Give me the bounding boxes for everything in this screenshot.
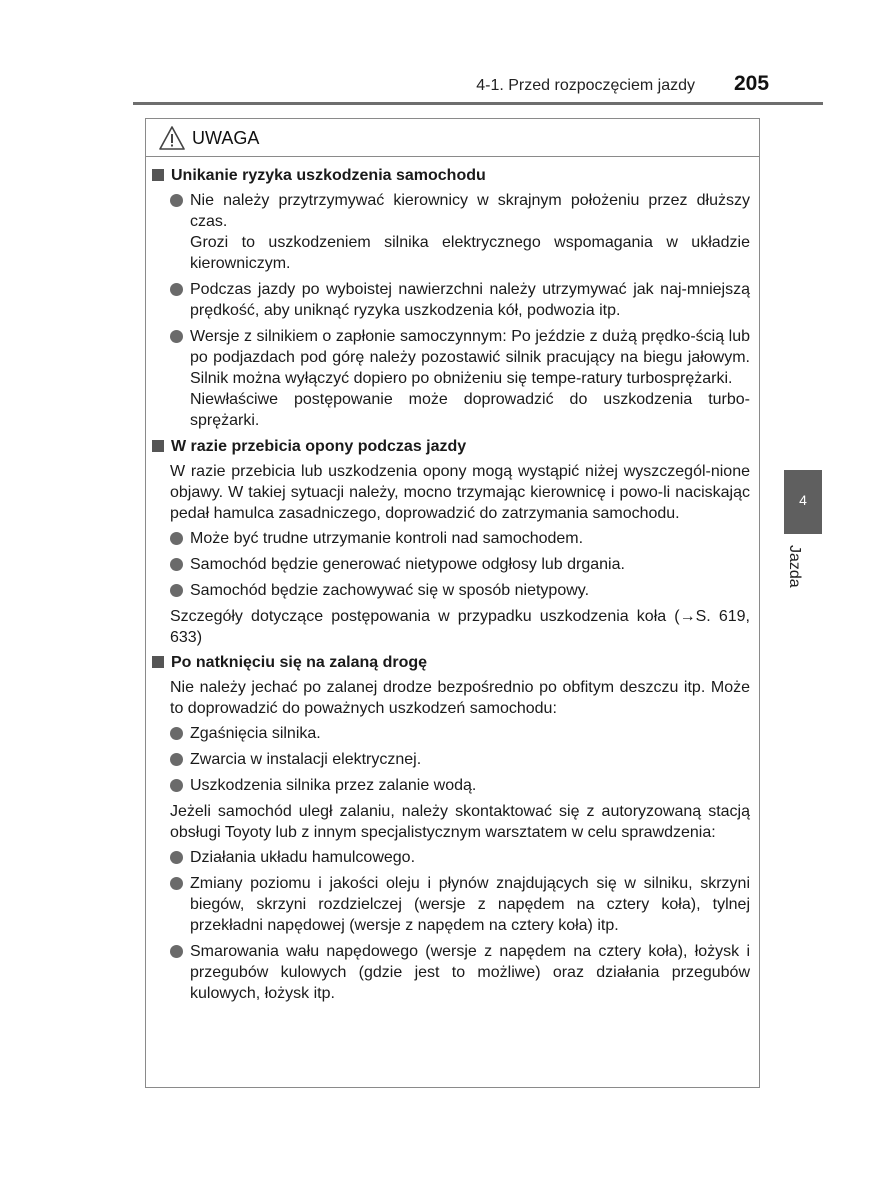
- list-item-text: Może być trudne utrzymanie kontroli nad samochodem.: [190, 530, 584, 547]
- square-bullet-icon: [152, 440, 164, 452]
- list-item-text: Uszkodzenia silnika przez zalanie wodą.: [190, 777, 477, 794]
- round-bullet-icon: [170, 753, 183, 766]
- list-item-note: Grozi to uszkodzeniem silnika elektrycznego wspomagania w układzie kierowniczym.: [190, 234, 750, 272]
- round-bullet-icon: [170, 877, 183, 890]
- section-heading-text: W razie przebicia opony podczas jazdy: [171, 438, 467, 455]
- chapter-number: 4: [799, 492, 807, 508]
- warning-title-row: [146, 119, 759, 157]
- list-item: [170, 580, 750, 601]
- list-item-text: Wersje z silnikiem o zapłonie samoczynnym: Po jeździe z dużą prędko-ścią lub po podjazdach pod górę należy pozostawić silnik pracujący na biegu jałowym. Silnik można wyłączyć dopiero po obniżeniu się tempe-ratury turbosprężarki.: [190, 328, 750, 387]
- paragraph: Nie należy jechać po zalanej drodze bezpośrednio po obfitym deszczu itp. Może to doprowadzić do poważnych uszkodzeń samochodu:: [170, 679, 750, 717]
- list-item-text: Zmiany poziomu i jakości oleju i płynów znajdujących się w silniku, skrzyni biegów, skrzyni rozdzielczej (wersje z napędem na cztery koła), tylnej przekładni napędowej (wersje z napędem na cztery koła) itp.: [190, 875, 750, 934]
- round-bullet-icon: [170, 584, 183, 597]
- round-bullet-icon: [170, 779, 183, 792]
- round-bullet-icon: [170, 194, 183, 207]
- round-bullet-icon: [170, 945, 183, 958]
- list-item-text: Smarowania wału napędowego (wersje z napędem na cztery koła), łożysk i przegubów kulowych (gdzie jest to możliwe) oraz działania przegubów kulowych, łożysk itp.: [190, 943, 750, 1002]
- chapter-tab: [784, 470, 822, 534]
- list-item: [170, 190, 750, 274]
- round-bullet-icon: [170, 558, 183, 571]
- warning-title: UWAGA: [192, 128, 260, 148]
- section-title: 4-1. Przed rozpoczęciem jazdy: [476, 77, 695, 94]
- list-item-text: Działania układu hamulcowego.: [190, 849, 416, 866]
- chapter-label-text: Jazda: [786, 545, 803, 588]
- square-bullet-icon: [152, 169, 164, 181]
- section-heading: [152, 652, 750, 673]
- list-item-text: Podczas jazdy po wyboistej nawierzchni należy utrzymywać jak naj-mniejszą prędkość, aby uniknąć ryzyka uszkodzenia kół, podwozia itp.: [190, 281, 750, 319]
- warning-triangle-icon: [158, 125, 186, 151]
- list-item: [170, 775, 750, 796]
- list-item: [170, 749, 750, 770]
- list-item-text: Samochód będzie zachowywać się w sposób nietypowy.: [190, 582, 590, 599]
- warning-box: [145, 118, 760, 1088]
- paragraph: Jeżeli samochód uległ zalaniu, należy skontaktować się z autoryzowaną stacją obsługi Toyoty lub z innym specjalistycznym warsztatem w celu sprawdzenia:: [170, 803, 750, 841]
- list-item-text: Zwarcia w instalacji elektrycznej.: [190, 751, 422, 768]
- chapter-label: [783, 545, 823, 595]
- section-heading-text: Po natknięciu się na zalaną drogę: [171, 654, 428, 671]
- square-bullet-icon: [152, 656, 164, 668]
- paragraph: W razie przebicia lub uszkodzenia opony mogą wystąpić niżej wyszczegól-nione objawy. W takiej sytuacji należy, mocno trzymając kierownicę i powo-li naciskając pedał hamulca zasadniczego, doprowadzić do zatrzymania samochodu.: [170, 463, 750, 522]
- header-rule: [133, 102, 823, 105]
- list-item: [170, 528, 750, 549]
- list-item: [170, 279, 750, 321]
- list-item: [170, 873, 750, 936]
- round-bullet-icon: [170, 851, 183, 864]
- list-item: [170, 723, 750, 744]
- page-reference: Szczegóły dotyczące postępowania w przypadku uszkodzenia koła (→S. 619, 633): [170, 608, 750, 646]
- list-item-note: Niewłaściwe postępowanie może doprowadzić do uszkodzenia turbo-sprężarki.: [190, 391, 750, 429]
- round-bullet-icon: [170, 532, 183, 545]
- list-item-text: Nie należy przytrzymywać kierownicy w skrajnym położeniu przez dłuższy czas.: [190, 192, 750, 230]
- section-heading: [152, 165, 750, 186]
- list-item: [170, 847, 750, 868]
- round-bullet-icon: [170, 727, 183, 740]
- section-heading-text: Unikanie ryzyka uszkodzenia samochodu: [171, 167, 486, 184]
- round-bullet-icon: [170, 330, 183, 343]
- warning-content: [152, 165, 750, 1009]
- list-item: [170, 326, 750, 431]
- list-item-text: Samochód będzie generować nietypowe odgłosy lub drgania.: [190, 556, 625, 573]
- page-number: 205: [734, 72, 770, 95]
- list-item: [170, 941, 750, 1004]
- list-item-text: Zgaśnięcia silnika.: [190, 725, 321, 742]
- round-bullet-icon: [170, 283, 183, 296]
- section-heading: [152, 436, 750, 457]
- list-item: [170, 554, 750, 575]
